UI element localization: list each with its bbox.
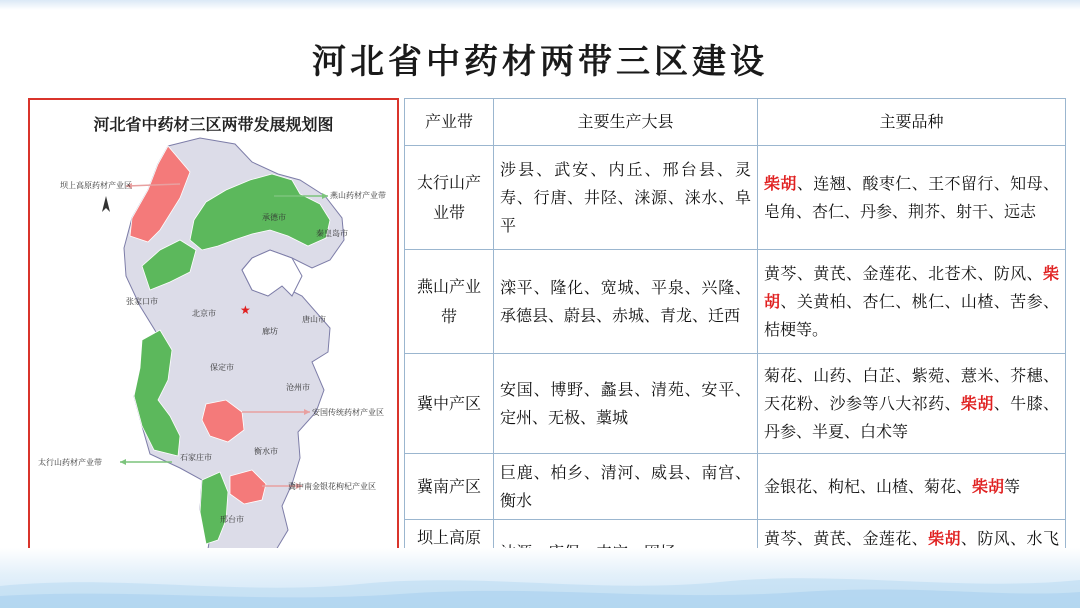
label-chengde: 承德市	[262, 213, 286, 222]
label-anguo: 安国传统药材产业区	[312, 408, 384, 417]
map-panel	[28, 98, 399, 582]
arrow-taihang-head	[120, 459, 126, 465]
header-varieties: 主要品种	[758, 99, 1066, 146]
wave-decoration	[0, 548, 1080, 608]
header-belt: 产业带	[405, 99, 494, 146]
belt-cell: 燕山产业带	[405, 250, 494, 354]
variety-text: 金银花、枸杞、山楂、菊花、	[764, 476, 973, 496]
label-hengshui: 衡水市	[254, 447, 278, 456]
table-header-row	[405, 99, 1066, 146]
variety-text: 、牛膝、丹参、半夏、白术等	[764, 393, 1059, 441]
top-decor-band	[0, 0, 1080, 10]
variety-highlight: 柴胡	[764, 263, 1059, 311]
label-tangshan: 唐山市	[302, 315, 326, 324]
bottom-decor-band	[0, 548, 1080, 608]
counties-cell: 安国、博野、蠡县、清苑、安平、定州、无极、藁城	[494, 354, 758, 454]
beijing-star: ★	[240, 303, 251, 317]
variety-text: 菊花、山药、白芷、紫菀、薏米、芥穗、天花粉、沙参等八大祁药、	[764, 365, 1059, 413]
variety-highlight: 柴胡	[764, 173, 797, 193]
label-bashang: 坝上高原药材产业区	[60, 181, 132, 190]
label-xingtai: 邢台市	[220, 515, 244, 524]
header-counties: 主要生产大县	[494, 99, 758, 146]
label-shijiazhuang: 石家庄市	[180, 453, 212, 462]
varieties-cell	[758, 250, 1066, 354]
label-langfang: 廊坊	[262, 327, 278, 336]
variety-text: 、连翘、酸枣仁、王不留行、知母、皂角、杏仁、丹参、荆芥、射干、远志	[764, 173, 1059, 221]
label-qinhuangdao: 秦皇岛市	[316, 229, 348, 238]
varieties-cell	[758, 454, 1066, 520]
counties-cell: 巨鹿、柏乡、清河、威县、南宫、衡水	[494, 454, 758, 520]
belt-cell: 冀南产区	[405, 454, 494, 520]
variety-highlight: 柴胡	[928, 528, 961, 548]
counties-cell: 滦平、隆化、宽城、平泉、兴隆、承德县、蔚县、赤城、青龙、迁西	[494, 250, 758, 354]
table-row	[405, 146, 1066, 250]
label-taihang: 太行山药材产业带	[38, 458, 102, 467]
label-jinan: 冀中南金银花枸杞产业区	[288, 482, 376, 491]
belt-cell: 太行山产业带	[405, 146, 494, 250]
label-baoding: 保定市	[210, 363, 234, 372]
counties-cell: 涉县、武安、内丘、邢台县、灵寿、行唐、井陉、涞源、涞水、阜平	[494, 146, 758, 250]
table-row	[405, 354, 1066, 454]
label-cangzhou: 沧州市	[286, 383, 310, 392]
map-title: 河北省中药材三区两带发展规划图	[93, 115, 334, 134]
variety-text: 、关黄柏、杏仁、桃仁、山楂、苦参、桔梗等。	[764, 291, 1059, 339]
belt-cell: 坝上高原	[405, 520, 494, 586]
hebei-map	[30, 100, 397, 580]
variety-text: 等	[1004, 476, 1021, 496]
industry-table	[404, 98, 1066, 586]
variety-text: 黄芩、黄芪、金莲花、北苍术、防风、	[764, 263, 1043, 283]
varieties-cell	[758, 354, 1066, 454]
label-beijing: 北京市	[192, 309, 216, 318]
slide-title: 河北省中药材两带三区建设	[312, 42, 768, 82]
variety-highlight: 柴胡	[960, 393, 994, 413]
table-row	[405, 454, 1066, 520]
belt-cell: 冀中产区	[405, 354, 494, 454]
variety-text: 、防风、水飞	[960, 528, 1059, 548]
label-zhangjiakou: 张家口市	[126, 297, 158, 306]
variety-highlight: 柴胡	[972, 476, 1005, 496]
table-row	[405, 250, 1066, 354]
variety-text: 黄芩、黄芪、金莲花、	[764, 528, 929, 548]
label-yanshan: 燕山药材产业带	[330, 191, 386, 200]
varieties-cell	[758, 146, 1066, 250]
compass-icon	[102, 196, 110, 212]
